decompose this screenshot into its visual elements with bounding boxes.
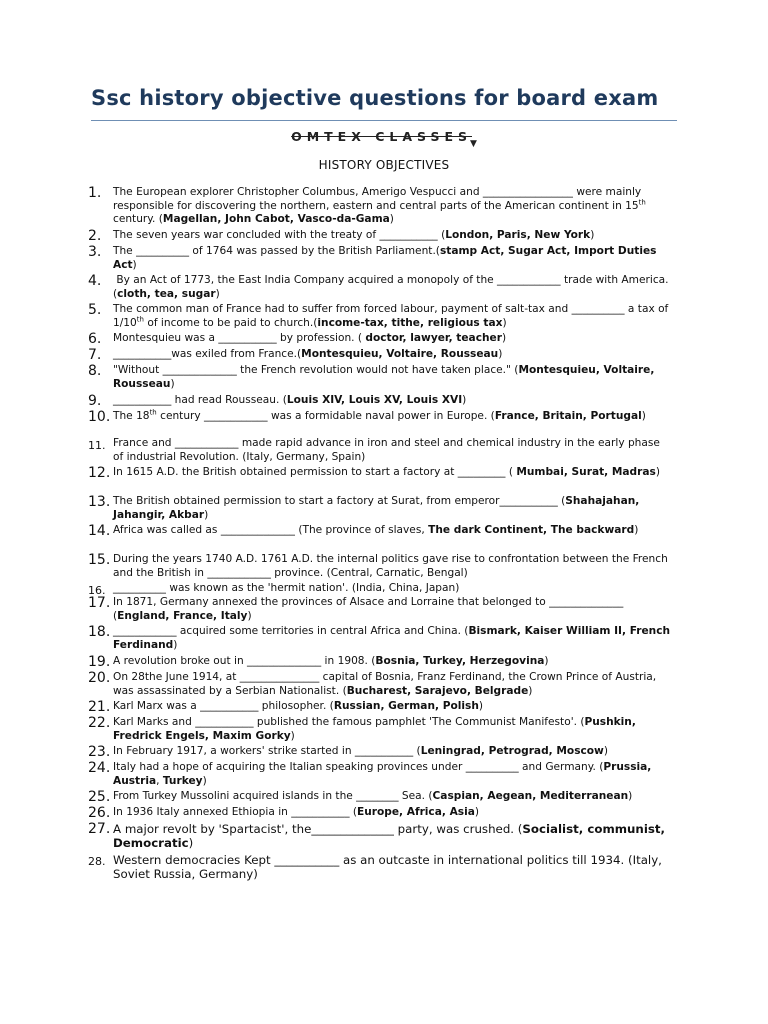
question-fragment: A revolution broke out in ______________ in 1908. ( (113, 655, 376, 667)
question-fragment: __________ was known as the 'hermit nation'. (India, China, Japan) (113, 582, 460, 594)
question-text (113, 524, 673, 538)
question-text (113, 655, 673, 669)
question-text (113, 553, 673, 580)
question-fragment: ) (590, 229, 595, 241)
answer-options: England, France, Italy (117, 609, 248, 622)
answer-options: Magellan, John Cabot, Vasco-da-Gama (162, 213, 390, 226)
answer-options: Mumbai, Surat, Madras (516, 466, 656, 478)
question-fragment: ) (188, 836, 194, 851)
question-text (113, 625, 673, 652)
question-number: 14. (88, 523, 111, 539)
question-fragment: , (156, 774, 163, 787)
question-number: 20. (88, 670, 111, 686)
question-text (113, 364, 673, 391)
question-fragment: century. ( (113, 199, 650, 226)
question-text (113, 853, 673, 881)
question-fragment: ___________was exiled from France.( (113, 348, 302, 360)
question-fragment: ) (173, 638, 178, 651)
question-number: 19. (88, 654, 111, 670)
question-text (113, 671, 673, 698)
question-number: 21. (88, 699, 111, 715)
question-fragment: th (638, 198, 646, 207)
answer-options: London, Paris, New York (445, 229, 591, 241)
question-fragment: ) (501, 332, 507, 344)
question-number: 22. (88, 715, 111, 731)
answer-options: stamp Act, Sugar Act, Import Duties Act (113, 245, 661, 271)
question-fragment: ) (544, 655, 549, 667)
question-text (113, 582, 673, 596)
answer-options: Louis XIV, Louis XV, Louis XVI (286, 394, 463, 406)
answer-options: Europe, Africa, Asia (357, 806, 475, 818)
question-number: 4. (88, 273, 102, 289)
caret-down-icon: ▼ (470, 139, 477, 149)
question-number: 26. (88, 805, 111, 821)
question-number: 7. (88, 347, 102, 363)
question-number: 6. (88, 331, 102, 347)
question-text (113, 806, 673, 820)
question-number: 23. (88, 744, 111, 760)
question-fragment: ) (215, 287, 220, 300)
question-number: 16. (88, 584, 106, 597)
question-fragment: The 18 (113, 410, 150, 422)
title-divider (91, 120, 677, 121)
answer-options: Shahajahan, Jahangir, Akbar (113, 495, 644, 521)
question-fragment: of income to be paid to church.( (143, 316, 318, 329)
question-fragment: From Turkey Mussolini acquired islands in the ________ Sea. ( (113, 790, 433, 802)
answer-options: Prussia, Austria (113, 761, 656, 787)
question-number: 24. (88, 760, 111, 776)
question-fragment: During the years 1740 A.D. 1761 A.D. the internal politics gave rise to confrontation between the French and the British in ____________ province. (Central, Carnatic, Bengal) (113, 553, 672, 579)
question-number: 10. (88, 409, 111, 425)
question-number: 1. (88, 185, 102, 201)
question-fragment: In 1936 Italy annexed Ethiopia in ___________ ( (113, 806, 357, 818)
question-text (113, 394, 673, 408)
question-fragment: ) (389, 213, 394, 226)
answer-options: Russian, German, Polish (333, 700, 479, 712)
question-text (113, 745, 673, 759)
question-text (113, 245, 673, 272)
question-fragment: In 1615 A.D. the British obtained permission to start a factory at _________ ( (113, 466, 517, 478)
section-subtitle: HISTORY OBJECTIVES (318, 158, 450, 172)
question-number: 12. (88, 465, 111, 481)
question-text (113, 495, 673, 522)
question-fragment: In 1871, Germany annexed the provinces of Alsace and Lorraine that belonged to ______________ ( (113, 596, 627, 622)
question-fragment: ) (170, 377, 175, 390)
question-text (113, 700, 673, 714)
question-fragment: The common man of France had to suffer from forced labour, payment of salt-tax and __________ a tax of 1/10 (113, 303, 672, 329)
question-number: 8. (88, 363, 102, 379)
question-text (113, 410, 673, 424)
question-number: 2. (88, 228, 102, 244)
question-fragment: By an Act of 1773, the East India Company acquired a monopoly of the ____________ trade with America. ( (113, 274, 672, 300)
answer-options: Montesquieu, Voltaire, Rousseau (301, 348, 499, 360)
answer-options: Montesquieu, Voltaire, Rousseau (113, 364, 659, 390)
question-fragment: ) (498, 348, 503, 360)
org-name-text: OMTEX CLASSES (291, 129, 472, 144)
question-text (113, 332, 673, 346)
question-text (113, 348, 673, 362)
question-fragment: Montesquieu was a ___________ by profession. ( (113, 332, 366, 344)
question-fragment: ____________ acquired some territories in central Africa and China. ( (113, 625, 469, 637)
question-text (113, 186, 673, 227)
question-fragment: century ____________ was a formidable naval power in Europe. ( (156, 410, 495, 422)
question-fragment: ) (634, 524, 639, 536)
question-number: 28. (88, 855, 106, 868)
question-fragment: th (149, 408, 157, 417)
question-fragment: ) (462, 394, 467, 406)
answer-options: France, Britain, Portugal (494, 410, 642, 422)
question-fragment: In February 1917, a workers' strike started in ___________ ( (113, 745, 421, 757)
question-number: 17. (88, 595, 111, 611)
question-number: 11. (88, 439, 106, 452)
question-fragment: ) (202, 774, 207, 787)
question-fragment: Western democracies Kept ___________ as an outcaste in international politics till 1934. (Italy, Soviet Russia, Germany) (113, 853, 666, 882)
question-number: 13. (88, 494, 111, 510)
question-text (113, 303, 673, 330)
answer-options: Turkey (162, 774, 203, 787)
question-fragment: On 28the June 1914, at _______________ capital of Bosnia, Franz Ferdinand, the Crown Prince of Austria, was assassinated by a Serbian Nationalist. ( (113, 671, 660, 697)
question-fragment: ) (603, 745, 608, 757)
question-text (113, 596, 673, 623)
question-number: 9. (88, 393, 102, 409)
question-text (113, 716, 673, 743)
question-fragment: The __________ of 1764 was passed by the British Parliament.( (113, 245, 440, 257)
question-fragment: France and ____________ made rapid advance in iron and steel and chemical industry in the early phase of industrial Revolution. (Italy, Germany, Spain) (113, 437, 664, 463)
question-fragment: "Without ______________ the French revolution would not have taken place." ( (113, 364, 519, 376)
question-number: 27. (88, 821, 111, 837)
question-fragment: ) (628, 790, 633, 802)
org-name (0, 129, 768, 149)
answer-options: Bosnia, Turkey, Herzegovina (375, 655, 545, 667)
answer-options: The dark Continent, The backward (428, 524, 635, 536)
question-fragment: ) (641, 410, 646, 422)
question-number: 5. (88, 302, 102, 318)
question-number: 3. (88, 244, 102, 260)
question-text (113, 274, 673, 301)
question-text (113, 437, 673, 464)
question-fragment: Karl Marx was a ___________ philosopher. ( (113, 700, 334, 712)
answer-options: doctor, lawyer, teacher (365, 332, 502, 344)
question-fragment: The European explorer Christopher Columbus, Amerigo Vespucci and _________________ were mainly responsible for discovering the northern, eastern and central parts of the American continent in 15 (113, 186, 645, 212)
question-fragment: ) (502, 316, 507, 329)
question-text (113, 229, 673, 243)
answer-options: Caspian, Aegean, Mediterranean (432, 790, 629, 802)
answer-options: cloth, tea, sugar (117, 287, 216, 300)
question-text (113, 761, 673, 788)
answer-options: Bucharest, Sarajevo, Belgrade (346, 684, 529, 697)
question-fragment: ) (655, 466, 660, 478)
question-fragment: th (136, 315, 144, 324)
answer-options: Pushkin, Fredrick Engels, Maxim Gorky (113, 716, 640, 742)
question-text (113, 822, 673, 850)
question-fragment: ) (528, 684, 533, 697)
question-fragment: ) (132, 258, 137, 271)
question-fragment: ___________ had read Rousseau. ( (113, 394, 287, 406)
question-number: 15. (88, 552, 111, 568)
answer-options: income-tax, tithe, religious tax (317, 316, 503, 329)
answer-options: Bismark, Kaiser William II, French Ferdinand (113, 625, 674, 651)
answer-options: Socialist, communist, Democratic (113, 822, 670, 851)
question-fragment: ) (474, 806, 479, 818)
question-number: 18. (88, 624, 111, 640)
question-fragment: Africa was called as ______________ (The province of slaves, (113, 524, 429, 536)
question-fragment: ) (247, 609, 252, 622)
question-fragment: ) (290, 729, 295, 742)
question-fragment: Karl Marks and ___________ published the famous pamphlet 'The Communist Manifesto'. ( (113, 716, 585, 728)
page-title: Ssc history objective questions for board exam (91, 86, 659, 110)
question-text (113, 466, 673, 480)
question-text (113, 790, 673, 804)
answer-options: Leningrad, Petrograd, Moscow (420, 745, 604, 757)
question-fragment: The seven years war concluded with the treaty of ___________ ( (113, 229, 446, 241)
question-fragment: ) (478, 700, 483, 712)
question-fragment: Italy had a hope of acquiring the Italian speaking provinces under __________ and Germany. ( (113, 761, 604, 773)
question-number: 25. (88, 789, 111, 805)
question-fragment: A major revolt by 'Spartacist', the______________ party, was crushed. ( (113, 822, 523, 836)
question-fragment: The British obtained permission to start a factory at Surat, from emperor___________ ( (113, 495, 566, 507)
question-fragment: ) (204, 508, 209, 521)
